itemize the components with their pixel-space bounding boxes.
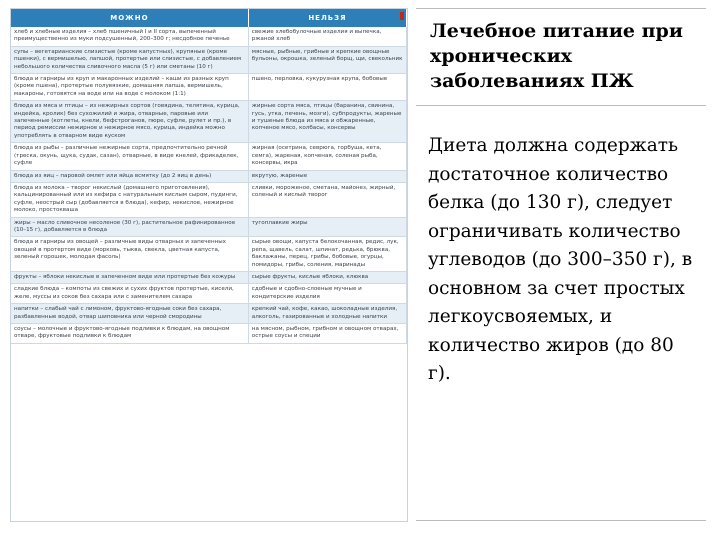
allowed-cell: блюда из мяса и птицы – из нежирных сортов (говядина, телятина, курица, индейка, кролик) без сухожилий и жира, отварные, паровые или запеченные (котлеты, кнели, бефстроганов, пюре, суфле, рулет и пр.), в период ремиссии нежирное и нежирное мясо, курица, индейка можно употреблять в отварном виде куском: [11, 101, 248, 143]
table-row: [11, 324, 407, 344]
forbidden-cell: вкрутую, жареные: [248, 170, 406, 182]
allowed-cell: фрукты – яблоки некислые в запеченном виде или протертые без кожуры: [11, 271, 248, 283]
forbidden-cell: крепкий чай, кофе, какао, шоколадные изделия, алкоголь, газированные и холодные напитки: [248, 304, 406, 324]
table-body: [11, 27, 407, 343]
allowed-cell: хлеб и хлебные изделия – хлеб пшеничный I и II сорта, выпеченный преимущественно из муки подсушенный, 200–300 г; несдобное печенье: [11, 27, 248, 46]
forbidden-cell: на мясном, рыбном, грибном и овощном отварах, острые соусы и специи: [248, 324, 406, 344]
table-row: [11, 74, 407, 101]
forbidden-cell: сырые овощи, капуста белокочанная, редис, лук, репа, щавель, салат, шпинат, редька, брюква, баклажаны, перец, грибы, бобовые, огурцы, помидоры, грибы, соления, маринады: [248, 237, 406, 272]
forbidden-cell: жирная (осетрина, севрюга, горбуша, кета, семга), жареная, копченая, соленая рыба, консервы, икра: [248, 143, 406, 170]
table-row: [11, 182, 407, 217]
table-row: [11, 46, 407, 73]
forbidden-cell: тугоплавкие жиры: [248, 217, 406, 237]
table-row: [11, 284, 407, 304]
table-row: [11, 237, 407, 272]
table-row: [11, 271, 407, 283]
forbidden-cell: пшено, перловка, кукурузная крупа, бобовые: [248, 74, 406, 101]
slide-body-text: Диета должна содержать достаточное количество белка (до 130 г), следует ограничивать количество углеводов (до 300–350 г), в основном за счет простых легкоусвояемых, и количество жиров (до 80 г).: [428, 135, 693, 384]
table-row: [11, 27, 407, 46]
forbidden-cell: сдобные и сдобно-слоеные мучные и кондитерские изделия: [248, 284, 406, 304]
diet-table-grid: [11, 9, 407, 344]
header-forbidden: НЕЛЬЗЯ: [248, 9, 406, 27]
allowed-cell: соусы – молочные и фруктово-ягодные подливки к блюдам, на овощном отваре, фруктовые подливки к блюдам: [11, 324, 248, 344]
table-row: [11, 217, 407, 237]
allowed-cell: блюда из рыбы – различные нежирные сорта, предпочтительно речной (треска, окунь, щука, судак, сазан), отварные, в виде кнелей, фрикаделек, суфле: [11, 143, 248, 170]
table-header-row: [11, 9, 407, 27]
forbidden-cell: сырые фрукты, кислые яблоки, клюква: [248, 271, 406, 283]
table-row: [11, 304, 407, 324]
allowed-cell: напитки – слабый чай с лимоном, фруктово-ягодные соки без сахара, разбавленные водой, отвар шиповника или черной смородины: [11, 304, 248, 324]
table-row: [11, 101, 407, 143]
slide-title: Лечебное питание при хронических заболеваниях ПЖ: [430, 20, 683, 92]
allowed-cell: блюда и гарниры из круп и макаронных изделий – каши из разных круп (кроме пшена), протертые полувязкие, домашняя лапша, вермишель, макароны, готовятся на воде или на воде с молоком (1:1): [11, 74, 248, 101]
diet-table: [10, 8, 408, 522]
allowed-cell: жиры – масло сливочное несоленое (30 г), растительное рафинированное (10–15 г), добавляется в блюда: [11, 217, 248, 237]
header-allowed: МОЖНО: [11, 9, 248, 27]
allowed-cell: блюда и гарниры из овощей – различные виды отварных и запеченных овощей в протертом виде (морковь, тыква, свекла, цветная капуста, зеленый горошек, молодая фасоль): [11, 237, 248, 272]
allowed-cell: сладкие блюда – компоты из свежих и сухих фруктов протертые, кисели, желе, муссы из соков без сахара или с заменителем сахара: [11, 284, 248, 304]
allowed-cell: блюда из молока – творог некислый (домашнего приготовления), кальцинированный или из кефира с натуральным кислым сыром, пудинги, суфле, неострый сыр (добавляется в блюда), кефир, некислое, нежирное молоко, простокваша: [11, 182, 248, 217]
bottom-divider: [416, 520, 706, 521]
allowed-cell: супы – вегетарианские слизистые (кроме капустных), крупяные (кроме пшенки), с вермишелью, лапшой, протертые или слизистые, с добавлением небольшого количества сливочного масла (5 г) или сметаны (10 г): [11, 46, 248, 73]
forbidden-cell: жирные сорта мяса, птицы (баранина, свинина, гусь, утка, печень, мозги), субпродукты, жареные и тушеные блюда из мяса и обжаренные, копченое мясо, колбасы, консервы: [248, 101, 406, 143]
title-box: [416, 8, 706, 106]
table-row: [11, 143, 407, 170]
forbidden-cell: свежие хлебобулочные изделия и выпечка, ржаной хлеб: [248, 27, 406, 46]
table-row: [11, 170, 407, 182]
forbidden-cell: мясные, рыбные, грибные и крепкие овощные бульоны, окрошка, зеленый борщ, щи, свекольник: [248, 46, 406, 73]
red-accent-mark: [400, 12, 404, 20]
allowed-cell: блюда из яиц – паровой омлет или яйца всмятку (до 2 яиц в день): [11, 170, 248, 182]
forbidden-cell: сливки, мороженое, сметана, майонез, жирный, соленый и кислый творог: [248, 182, 406, 217]
